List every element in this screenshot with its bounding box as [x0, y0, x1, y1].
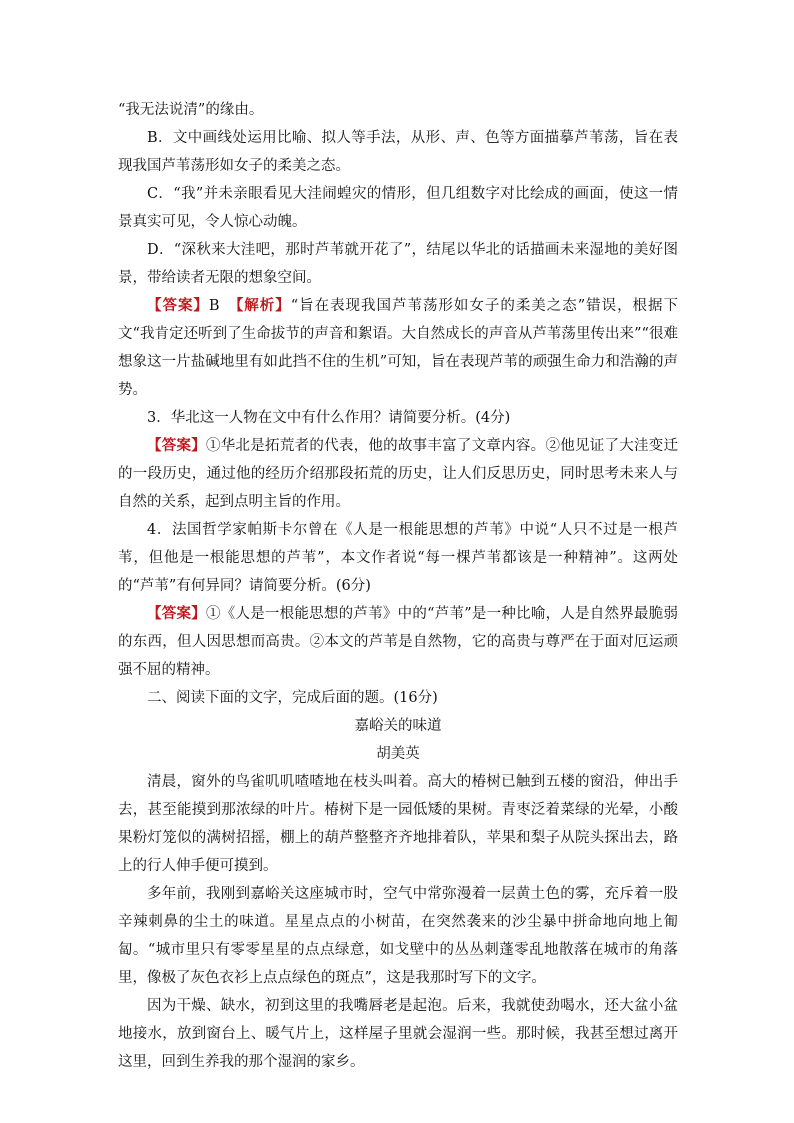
- answer-3: [118, 432, 678, 516]
- article-paragraph-3: 因为干燥、缺水，初到这里的我嘴唇老是起泡。后来，我就使劲喝水，还大盆小盆地接水，放到窗台上、暖气片上，这样屋子里就会湿润一些。那时候，我甚至想过离开这里，回到生养我的那个湿润的家乡。: [118, 998, 678, 1070]
- answer-tag: 【答案】: [147, 297, 209, 314]
- option-c: C．“我”并未亲眼看见大洼闹蝗灾的情形，但几组数字对比绘成的画面，使这一情景真实可见，令人惊心动魄。: [118, 186, 678, 230]
- answer-tag: 【答案】: [147, 437, 207, 454]
- article-author: 胡美英: [376, 746, 420, 762]
- analysis-2-text: “旨在表现我国芦苇荡形如女子的柔美之态”错误，根据下文“我肯定还听到了生命拔节的声音和絮语。大自然成长的声音从芦苇荡里传出来”“很难想象这一片盐碱地里有如此挡不住的生机”可知，旨在表现芦苇的顽强生命力和浩瀚的声势。: [118, 298, 679, 398]
- answer-2-letter: B: [208, 298, 237, 314]
- answer-2: [118, 292, 678, 404]
- option-b: B．文中画线处运用比喻、拟人等手法，从形、声、色等方面描摹芦苇荡，旨在表现我国芦苇荡形如女子的柔美之态。: [118, 130, 678, 174]
- document-page: [118, 96, 678, 1076]
- answer-3-text: ①华北是拓荒者的代表，他的故事丰富了文章内容。②他见证了大洼变迁的一段历史，通过他的经历介绍那段拓荒的历史，让人们反思历史，同时思考未来人与自然的关系，起到点明主旨的作用。: [118, 438, 678, 510]
- article-paragraph-2: 多年前，我刚到嘉峪关这座城市时，空气中常弥漫着一层黄土色的雾，充斥着一股辛辣刺鼻的尘土的味道。星星点点的小树苗，在突然袭来的沙尘暴中拼命地向地上匍匐。“城市里只有零零星星的点点绿意，如戈壁中的丛丛刺蓬零乱地散落在城市的角落里，像极了灰色衣衫上点点绿色的斑点”，这是我那时写下的文字。: [118, 886, 678, 986]
- text-line-continuation: “我无法说清”的缘由。: [118, 102, 264, 118]
- article-title: 嘉峪关的味道: [354, 718, 442, 734]
- article-paragraph-1: 清晨，窗外的鸟雀叽叽喳喳地在枝头叫着。高大的椿树已触到五楼的窗沿，伸出手去，甚至能摸到那浓绿的叶片。椿树下是一园低矮的果树。青枣泛着菜绿的光晕，小酸果粉灯笼似的满树招摇，棚上的葫芦整整齐齐地排着队，苹果和梨子从院头探出去，路上的行人伸手便可摸到。: [118, 774, 678, 874]
- analysis-tag: 【解析】: [236, 297, 291, 314]
- question-4: 4．法国哲学家帕斯卡尔曾在《人是一根能思想的芦苇》中说“人只不过是一根芦苇，但他是一根能思想的芦苇”，本文作者说“每一棵芦苇都该是一种精神”。这两处的“芦苇”有何异同？请简要分析。(6分): [118, 522, 678, 594]
- answer-tag: 【答案】: [147, 605, 206, 622]
- option-d: D．“深秋来大洼吧，那时芦苇就开花了”，结尾以华北的话描画未来湿地的美好图景，带给读者无限的想象空间。: [118, 242, 678, 286]
- section-2-heading: 二、阅读下面的文字，完成后面的题。(16分): [147, 690, 438, 706]
- answer-4-text: ①《人是一根能思想的芦苇》中的“芦苇”是一种比喻，人是自然界最脆弱的东西，但人因思想而高贵。②本文的芦苇是自然物，它的高贵与尊严在于面对厄运顽强不屈的精神。: [118, 606, 678, 678]
- answer-4: [118, 600, 678, 684]
- question-3: 3．华北这一人物在文中有什么作用？请简要分析。(4分): [147, 410, 511, 426]
